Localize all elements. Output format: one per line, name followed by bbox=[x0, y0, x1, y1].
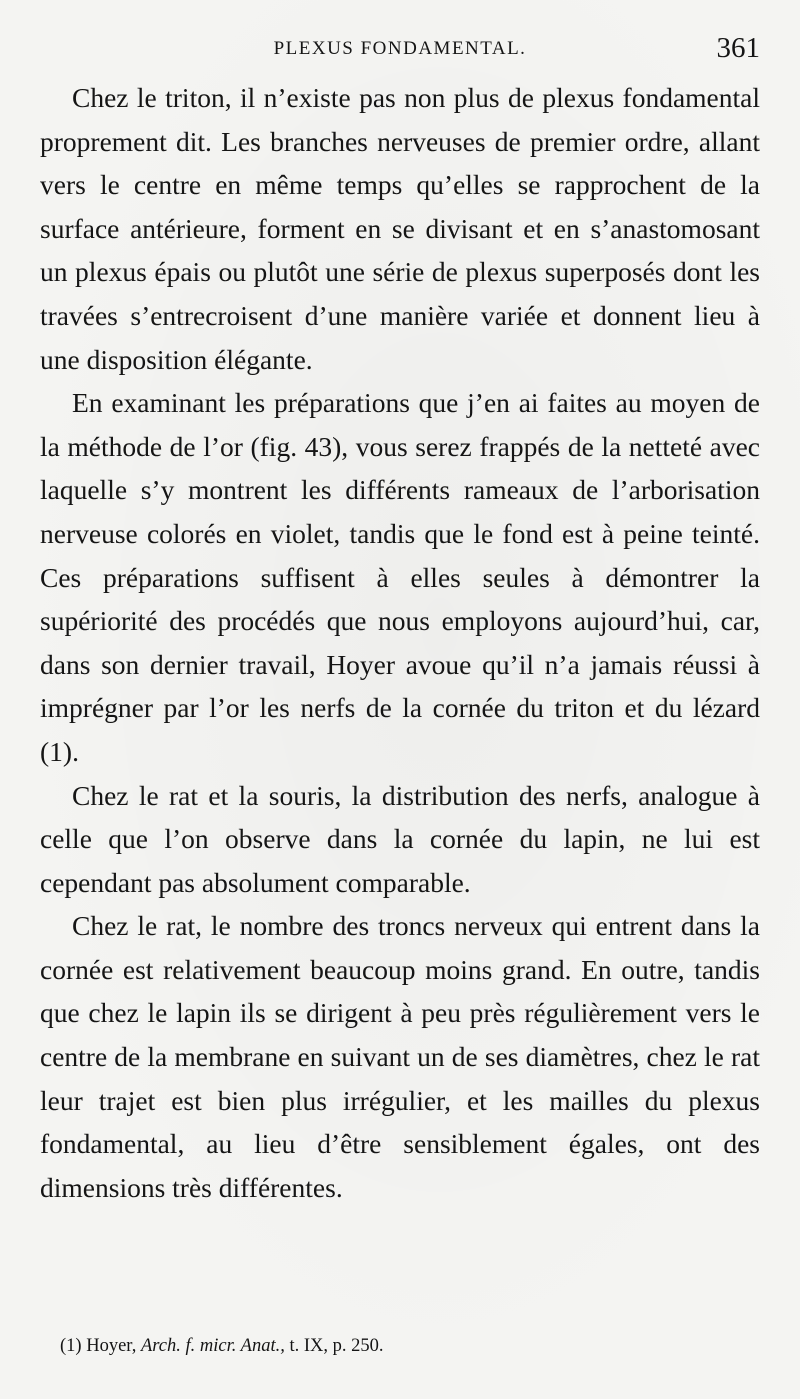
footnote-marker: (1) bbox=[60, 1336, 82, 1356]
paragraph-2: En examinant les préparations que j’en ai faites au moyen de la méthode de l’or (fig. 43), vous serez frappés de la netteté avec laquelle s’y montrent les différents rameaux de l’arborisation nerveuse colorés en violet, tandis que le fond est à peine teinté. Ces préparations suffisent à elles seules à démontrer la supériorité des procédés que nous employons aujourd’hui, car, dans son dernier travail, Hoyer avoue qu’il n’a jamais réussi à imprégner par l’or les nerfs de la cornée du triton et du lézard (1). bbox=[40, 387, 760, 767]
paragraph-3: Chez le rat et la souris, la distribution des nerfs, analogue à celle que l’on observe dans la cornée du lapin, ne lui est cependant pas absolument comparable. bbox=[40, 779, 760, 898]
page-number: 361 bbox=[716, 32, 760, 64]
paragraph-4: Chez le rat, le nombre des troncs nerveux qui entrent dans la cornée est relativement beaucoup moins grand. En outre, tandis que chez le lapin ils se dirigent à peu près régulièrement vers le centre de la membrane en suivant un de ses diamètres, chez le rat leur trajet est bien plus irrégulier, et les mailles du plexus fondamental, au lieu d’être sensiblement égales, ont des dimensions très différentes. bbox=[40, 910, 760, 1203]
body-text bbox=[40, 76, 760, 1209]
footnote-journal: Arch. f. micr. Anat., bbox=[140, 1336, 285, 1356]
running-head bbox=[40, 32, 760, 72]
footnote bbox=[60, 1334, 760, 1358]
footnote-reference: t. IX, p. 250. bbox=[289, 1336, 384, 1356]
footnote-author: Hoyer, bbox=[86, 1336, 137, 1356]
running-title: PLEXUS FONDAMENTAL. bbox=[273, 38, 527, 59]
paragraph-1: Chez le triton, il n’existe pas non plus de plexus fondamental proprement dit. Les branches nerveuses de premier ordre, allant vers le centre en même temps qu’elles se rapprochent de la surface antérieure, forment en se divisant et en s’anastomosant un plexus épais ou plutôt une série de plexus superposés dont les travées s’entrecroisent d’une manière variée et donnent lieu à une disposition élégante. bbox=[40, 82, 760, 375]
